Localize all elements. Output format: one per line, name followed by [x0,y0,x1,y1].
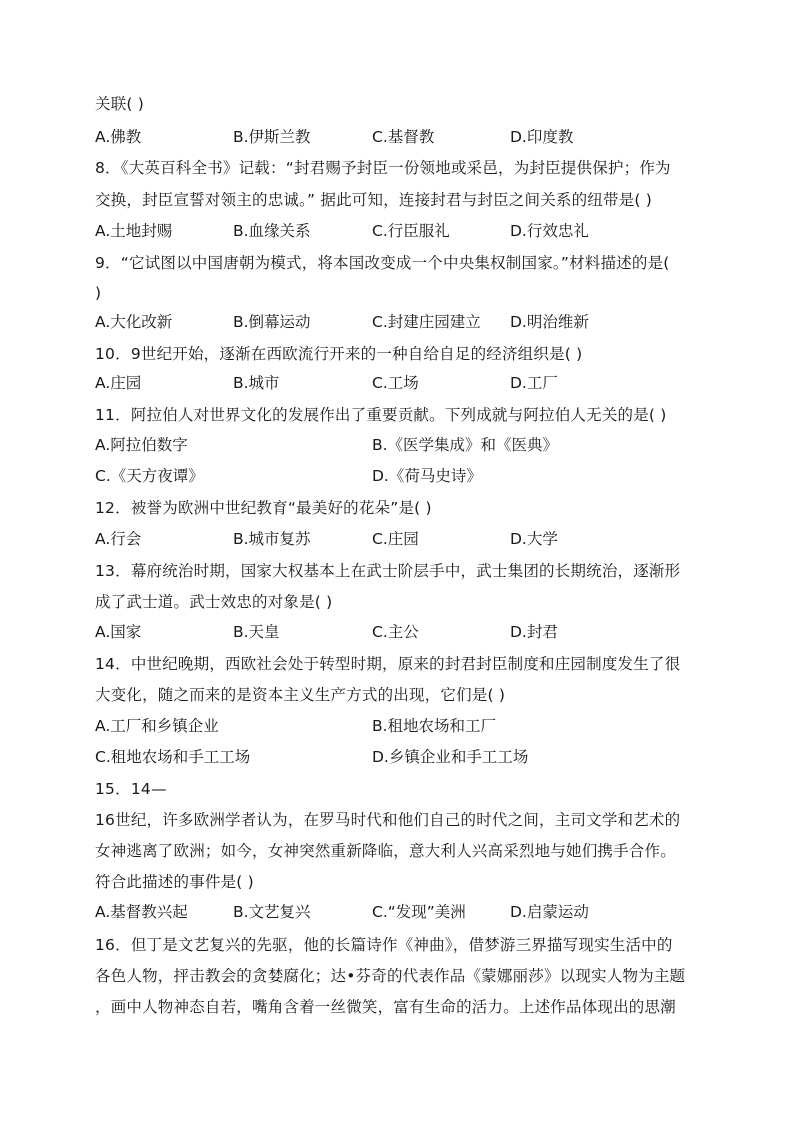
text-line: ，画中人物神态自若，嘴角含着一丝微笑，富有生命的活力。上述作品体现出的思潮 [95,998,676,1016]
answer-option: B.城市复苏 [233,530,311,548]
answer-option: C.主公 [372,623,419,641]
text-line: 9．“它试图以中国唐朝为模式，将本国改变成一个中央集权制国家。”材料描述的是( [95,254,670,272]
text-line: 16．但丁是文艺复兴的先驱，他的长篇诗作《神曲》，借梦游三界描写现实生活中的 [95,936,673,954]
answer-option: A.工厂和乡镇企业 [95,717,219,735]
text-line: 交换，封臣宣誓对领主的忠诚。” 据此可知，连接封君与封臣之间关系的纽带是( ) [95,191,653,209]
text-line: 女神逃离了欧洲；如今，女神突然重新降临，意大利人兴高采烈地与她们携手合作。 [95,842,676,860]
answer-option: B.伊斯兰教 [233,128,311,146]
text-line: 8．《大英百科全书》记载：“封君赐予封臣一份领地或采邑，为封臣提供保护；作为 [95,159,671,177]
text-line: 关联( ) [95,95,145,113]
answer-option: C.行臣服礼 [372,222,450,240]
answer-option: D.明治维新 [510,313,589,331]
answer-option: B.血缘关系 [233,222,311,240]
answer-option: A.庄园 [95,374,142,392]
text-line: 14．中世纪晚期，西欧社会处于转型时期，原来的封君封臣制度和庄园制度发生了很 [95,655,681,673]
text-line: 13．幕府统治时期，国家大权基本上在武士阶层手中，武士集团的长期统治，逐渐形 [95,562,681,580]
answer-option: C.《天方夜谭》 [95,467,204,485]
answer-option: C.租地农场和手工工场 [95,748,251,766]
text-line: 符合此描述的事件是( ) [95,873,254,891]
answer-option: D.《荷马史诗》 [372,467,482,485]
answer-option: D.启蒙运动 [510,903,589,921]
answer-option: B.《医学集成》和《医典》 [372,436,559,454]
answer-option: C.“发现”美洲 [372,903,466,921]
answer-option: C.基督教 [372,128,435,146]
answer-option: B.文艺复兴 [233,903,311,921]
answer-option: D.封君 [510,623,558,641]
answer-option: B.城市 [233,374,280,392]
text-line: 15．14— [95,780,167,798]
answer-option: D.乡镇企业和手工工场 [372,748,529,766]
answer-option: A.土地封赐 [95,222,173,240]
answer-option: C.封建庄园建立 [372,313,481,331]
text-line: 大变化，随之而来的是资本主义生产方式的出现，它们是( ) [95,686,506,704]
answer-option: A.大化改新 [95,313,173,331]
text-line: 11．阿拉伯人对世界文化的发展作出了重要贡献。下列成就与阿拉伯人无关的是( ) [95,406,667,424]
text-line: 成了武士道。武士效忠的对象是( ) [95,593,333,611]
answer-option: A.佛教 [95,128,142,146]
answer-option: B.倒幕运动 [233,313,311,331]
answer-option: D.大学 [510,530,558,548]
text-line: 各色人物，抨击教会的贪婪腐化；达•芬奇的代表作品《蒙娜丽莎》以现实人物为主题 [95,967,686,985]
answer-option: D.印度教 [510,128,574,146]
answer-option: A.基督教兴起 [95,903,188,921]
answer-option: B.租地农场和工厂 [372,717,497,735]
text-line: 12．被誉为欧洲中世纪教育“最美好的花朵”是( ) [95,499,432,517]
text-line: 10．9世纪开始，逐渐在西欧流行开来的一种自给自足的经济组织是( ) [95,345,583,363]
answer-option: A.阿拉伯数字 [95,436,188,454]
answer-option: B.天皇 [233,623,280,641]
answer-option: D.工厂 [510,374,558,392]
answer-option: D.行效忠礼 [510,222,589,240]
answer-option: A.国家 [95,623,142,641]
answer-option: C.庄园 [372,530,419,548]
text-line: ) [95,284,102,302]
text-line: 16世纪，许多欧洲学者认为，在罗马时代和他们自己的时代之间，主司文学和艺术的 [95,811,681,829]
answer-option: C.工场 [372,374,419,392]
answer-option: A.行会 [95,530,142,548]
